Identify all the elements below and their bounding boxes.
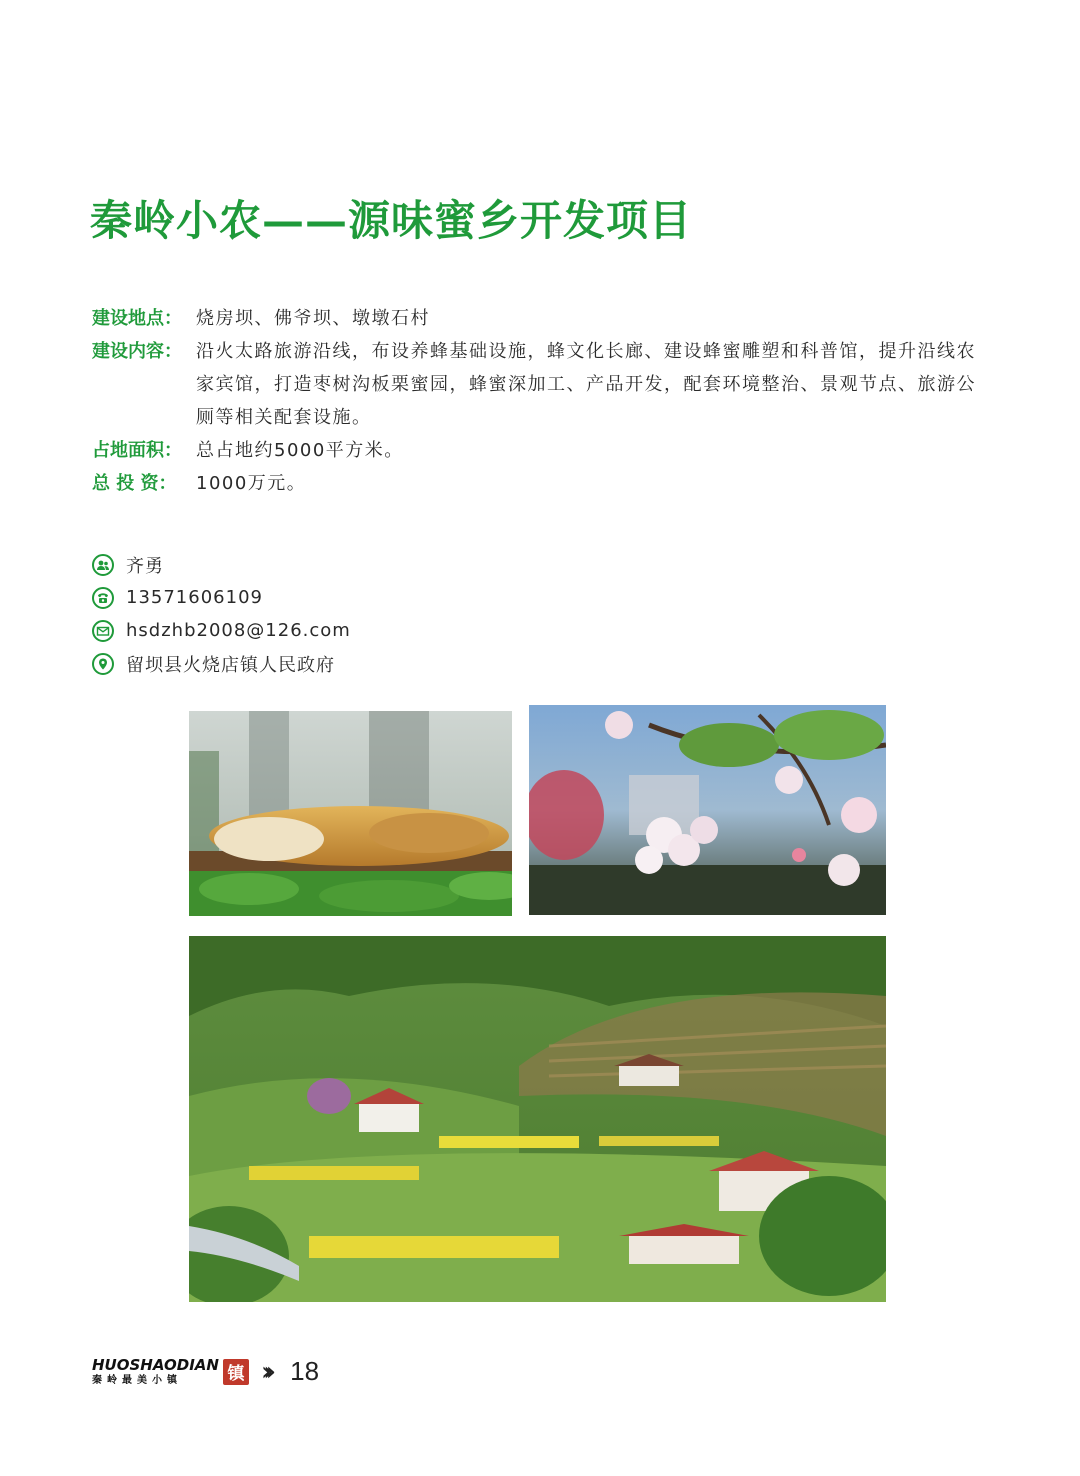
- page-title: 秦岭小农——源味蜜乡开发项目: [90, 196, 693, 245]
- brand-english: HUOSHAODIAN: [92, 1355, 219, 1374]
- honeycomb-photo: [189, 711, 512, 916]
- contact-person: [92, 548, 351, 581]
- page-footer: [92, 1356, 319, 1387]
- info-label: 占地面积：: [92, 440, 182, 461]
- seal-stamp: 镇: [223, 1359, 249, 1385]
- blossom-photo: [529, 705, 886, 915]
- info-value: 总占地约5000平方米。: [196, 440, 404, 461]
- village-landscape-photo: [189, 936, 886, 1302]
- info-label: 总 投 资：: [92, 473, 177, 494]
- contact-phone-number[interactable]: 13571606109: [126, 587, 263, 608]
- contact-address-text: 留坝县火烧店镇人民政府: [126, 654, 335, 676]
- contact-block: [92, 548, 351, 680]
- contact-name: 齐勇: [126, 555, 164, 577]
- contact-email-address[interactable]: hsdzhb2008@126.com: [126, 620, 351, 641]
- info-row-content: [92, 335, 992, 434]
- info-label: 建设地点：: [92, 308, 182, 329]
- person-icon: [92, 554, 114, 576]
- contact-email: [92, 614, 351, 647]
- info-value: 1000万元。: [196, 473, 307, 494]
- info-value: 沿火太路旅游沿线，布设养蜂基础设施，蜂文化长廊、建设蜂蜜雕塑和科普馆，提升沿线农家宾馆，打造枣树沟板栗蜜园，蜂蜜深加工、产品开发，配套环境整治、景观节点、旅游公厕等相关配套设施。: [196, 341, 976, 428]
- info-label: 建设内容：: [92, 341, 182, 362]
- project-info: [92, 302, 992, 500]
- info-row-area: [92, 434, 992, 467]
- contact-phone: [92, 581, 351, 614]
- info-value: 烧房坝、佛爷坝、墩墩石村: [196, 308, 430, 329]
- brand-chinese: 秦岭最美小镇: [92, 1374, 182, 1386]
- chevron-right-icon: ›››: [260, 1356, 269, 1387]
- page-number: 18: [290, 1356, 320, 1386]
- location-pin-icon: [92, 653, 114, 675]
- phone-icon: [92, 587, 114, 609]
- info-row-location: [92, 302, 992, 335]
- brand-logo: [92, 1355, 219, 1386]
- mail-icon: [92, 620, 114, 642]
- contact-address: [92, 647, 351, 680]
- info-row-investment: [92, 467, 992, 500]
